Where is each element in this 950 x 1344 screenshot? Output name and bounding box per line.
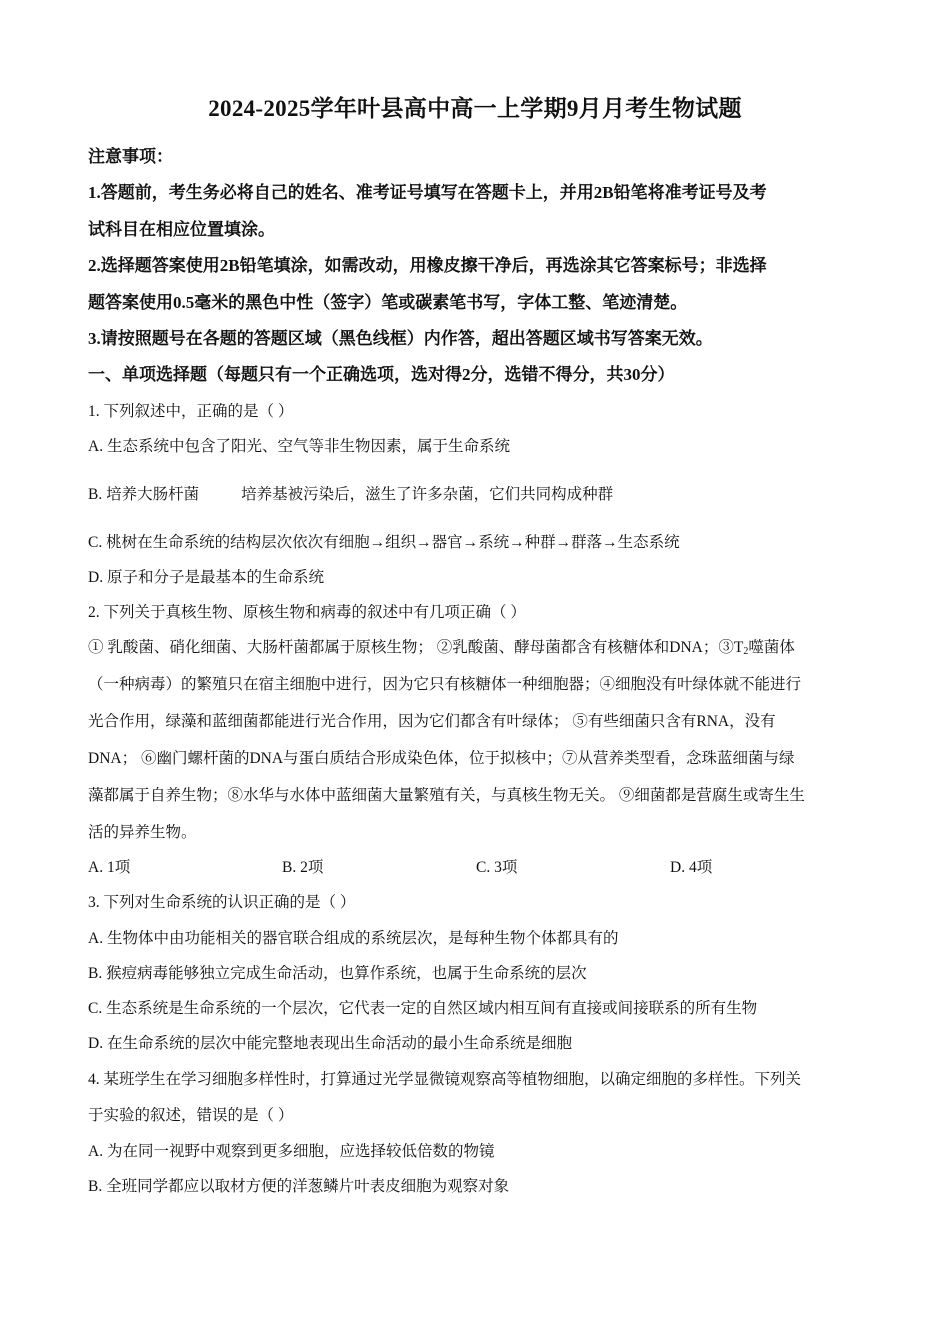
q2-statement-line-5: 藻都属于自养生物；⑧水华与水体中蓝细菌大量繁殖有关，与真核生物无关。 ⑨细菌都是营腐生或寄生生 (88, 787, 805, 804)
q1-option-a: A. 生态系统中包含了阳光、空气等非生物因素，属于生命系统 (88, 438, 510, 455)
q1-option-d: D. 原子和分子是最基本的生命系统 (88, 569, 324, 586)
q1-option-b-right: 培养基被污染后，滋生了许多杂菌，它们共同构成种群 (241, 486, 614, 503)
notice-heading: 注意事项： (88, 147, 173, 166)
q1-stem: 1. 下列叙述中，正确的是（ ） (88, 403, 294, 420)
q3-option-c: C. 生态系统是生命系统的一个层次，它代表一定的自然区域内相互间有直接或间接联系的所有生物 (88, 1000, 758, 1017)
q1-option-c: C. 桃树在生命系统的结构层次依次有细胞→组织→器官→系统→种群→群落→生态系统 (88, 534, 680, 551)
exam-title: 2024-2025学年叶县高中高一上学期9月月考生物试题 (208, 96, 742, 121)
q2-statement-line-1 (88, 637, 864, 663)
notice-item-2-line-1: 2.选择题答案使用2B铅笔填涂，如需改动，用橡皮擦干净后，再选涂其它答案标号；非选择 (88, 256, 767, 275)
q2-stem: 2. 下列关于真核生物、原核生物和病毒的叙述中有几项正确（ ） (88, 604, 526, 621)
q2-statement-line-2: （一种病毒）的繁殖只在宿主细胞中进行，因为它只有核糖体一种细胞器；④细胞没有叶绿体就不能进行 (88, 676, 802, 693)
q3-option-a: A. 生物体中由功能相关的器官联合组成的系统层次，是每种生物个体都具有的 (88, 930, 619, 947)
q2-option-a: A. 1项 (88, 859, 131, 876)
q1-option-b (88, 484, 864, 506)
q4-option-b: B. 全班同学都应以取材方便的洋葱鳞片叶表皮细胞为观察对象 (88, 1178, 510, 1195)
q2-subscript: 2 (743, 646, 749, 657)
q4-option-a: A. 为在同一视野中观察到更多细胞，应选择较低倍数的物镜 (88, 1143, 495, 1160)
q2-line-1-text: ① 乳酸菌、硝化细菌、大肠杆菌都属于原核生物； ②乳酸菌、酵母菌都含有核糖体和DNA；③T (88, 639, 744, 656)
q2-statement-line-3: 光合作用，绿藻和蓝细菌都能进行光合作用，因为它们都含有叶绿体； ⑤有些细菌只含有RNA，没有 (88, 713, 776, 730)
q2-statement-line-4: DNA； ⑥幽门螺杆菌的DNA与蛋白质结合形成染色体，位于拟核中；⑦从营养类型看，念珠蓝细菌与绿 (88, 750, 795, 767)
notice-item-1-line-2: 试科目在相应位置填涂。 (88, 220, 275, 239)
q1-option-b-left: B. 培养大肠杆菌 (88, 486, 200, 503)
section-heading: 一、单项选择题（每题只有一个正确选项，选对得2分，选错不得分，共30分） (88, 365, 675, 384)
notice-item-3: 3.请按照题号在各题的答题区域（黑色线框）内作答，超出答题区域书写答案无效。 (88, 329, 713, 348)
q3-option-d: D. 在生命系统的层次中能完整地表现出生命活动的最小生命系统是细胞 (88, 1035, 572, 1052)
q2-option-d: D. 4项 (670, 859, 713, 876)
q4-stem-line-1: 4. 某班学生在学习细胞多样性时，打算通过光学显微镜观察高等植物细胞，以确定细胞的多样性。下列关 (88, 1071, 802, 1088)
q2-line-1-tail: 噬菌体 (748, 639, 795, 656)
q2-option-c: C. 3项 (476, 859, 518, 876)
notice-item-2-line-2: 题答案使用0.5毫米的黑色中性（签字）笔或碳素笔书写，字体工整、笔迹清楚。 (88, 293, 688, 312)
notice-item-1-line-1: 1.答题前，考生务必将自己的姓名、准考证号填写在答题卡上，并用2B铅笔将准考证号及考 (88, 183, 767, 202)
q3-option-b: B. 猴痘病毒能够独立完成生命活动，也算作系统，也属于生命系统的层次 (88, 965, 587, 982)
q4-stem-line-2: 于实验的叙述，错误的是（ ） (88, 1107, 294, 1124)
q3-stem: 3. 下列对生命系统的认识正确的是（ ） (88, 894, 356, 911)
q2-option-b: B. 2项 (282, 859, 324, 876)
q2-statement-line-6: 活的异养生物。 (88, 824, 197, 841)
